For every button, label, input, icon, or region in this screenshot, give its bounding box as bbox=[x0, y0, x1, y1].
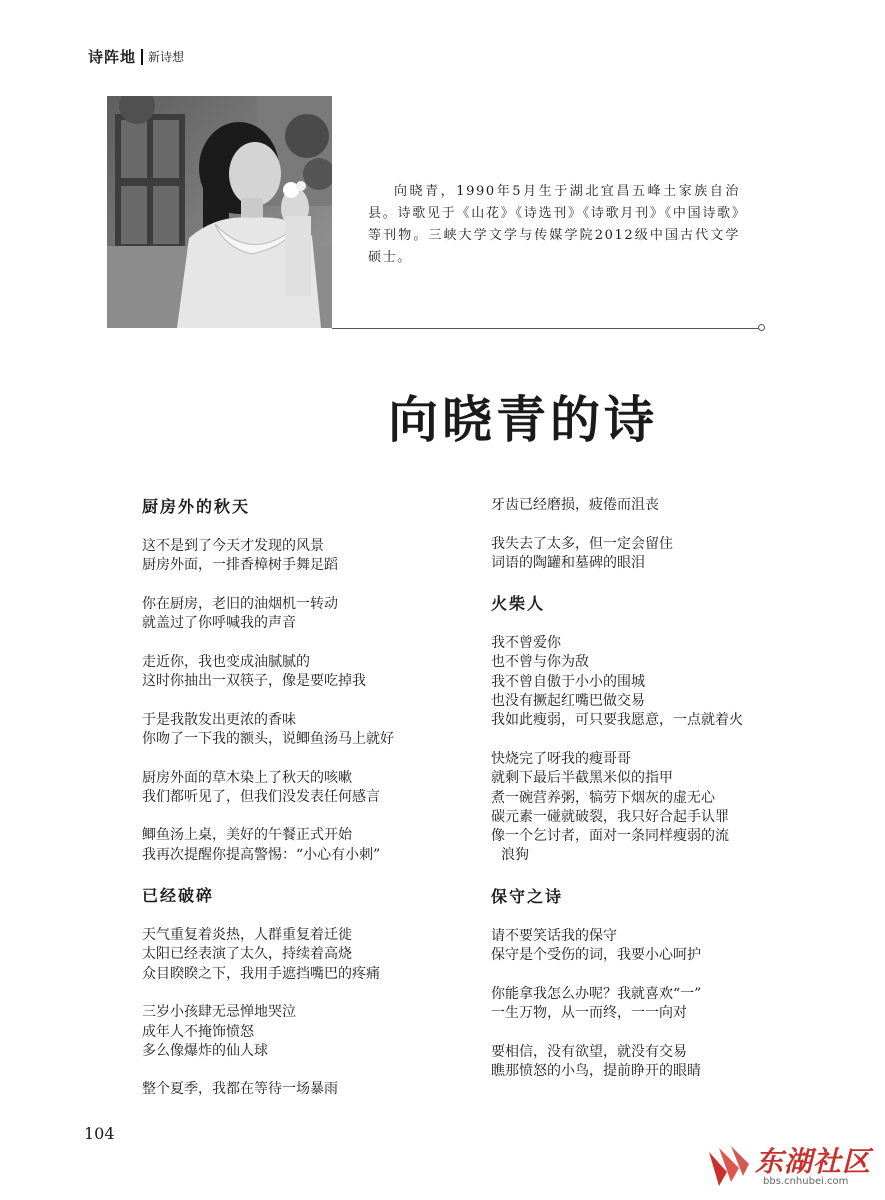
poem-line: 我如此瘦弱，可只要我愿意，一点就着火 bbox=[491, 712, 743, 729]
poem-title: 已经破碎 bbox=[142, 886, 215, 906]
watermark-name: 东湖社区 bbox=[755, 1145, 872, 1178]
poem-line: 这时你抽出一双筷子，像是要吃掉我 bbox=[142, 673, 366, 690]
author-bio: 向晓青，1990年5月生于湖北宜昌五峰土家族自治县。诗歌见于《山花》《诗选刊》《诗歌月刊》《中国诗歌》等刊物。三峡大学文学与传媒学院2012级中国古代文学硕士。 bbox=[368, 184, 740, 265]
portrait-image bbox=[107, 96, 332, 328]
poem-line: 我再次提醒你提高警惕：“小心有小刺” bbox=[142, 846, 381, 863]
right-column bbox=[491, 496, 821, 1081]
poem-line: 厨房外面，一排香樟树手舞足蹈 bbox=[142, 557, 338, 574]
divider-dot-icon bbox=[758, 324, 765, 331]
poem-line: 我不曾自傲于小小的围城 bbox=[491, 673, 645, 690]
author-photo bbox=[107, 96, 332, 328]
page-title: 向晓青的诗 bbox=[388, 391, 658, 449]
header-divider bbox=[141, 49, 143, 65]
poem-line: 也不曾与你为敌 bbox=[491, 654, 589, 671]
poem-line: 天气重复着炎热，人群重复着迁徙 bbox=[142, 927, 352, 944]
poem-line: 我不曾爱你 bbox=[491, 635, 561, 652]
poem-title: 保守之诗 bbox=[491, 886, 564, 906]
poem-line: 词语的陶罐和墓碑的眼泪 bbox=[491, 554, 645, 571]
poem-line: 要相信，没有欲望，就没有交易 bbox=[491, 1043, 687, 1060]
poem-line: 多么像爆炸的仙人球 bbox=[142, 1042, 268, 1059]
watermark-url: bbs.cnhubei.com bbox=[763, 1176, 849, 1187]
poem-line: 保守是个受伤的词，我要小心呵护 bbox=[491, 947, 701, 964]
poem-line: 我失去了太多，但一定会留住 bbox=[491, 535, 673, 552]
poem-line: 瞧那愤怒的小鸟，提前睁开的眼睛 bbox=[491, 1062, 701, 1079]
divider-line bbox=[332, 328, 759, 329]
poem-line: 厨房外面的草木染上了秋天的咳嗽 bbox=[142, 769, 352, 786]
poem-line: 请不要笑话我的保守 bbox=[491, 927, 617, 944]
poem-line: 成年人不掩饰愤怒 bbox=[142, 1023, 254, 1040]
poem-line: 像一个乞讨者，面对一条同样瘦弱的流 bbox=[491, 828, 729, 845]
poem-line: 于是我散发出更浓的香味 bbox=[142, 711, 296, 728]
poem-line: 碳元素一碰就破裂，我只好合起手认罪 bbox=[491, 808, 729, 825]
poem-line: 你在厨房，老旧的油烟机一转动 bbox=[142, 595, 338, 612]
poem-line: 你能拿我怎么办呢？我就喜欢“一” bbox=[491, 985, 702, 1002]
poem-line: 浪狗 bbox=[501, 847, 529, 864]
page-number: 104 bbox=[84, 1124, 115, 1143]
poem-line: 也没有撅起红嘴巴做交易 bbox=[491, 693, 645, 710]
poem-line: 众目睽睽之下，我用手遮挡嘴巴的疼痛 bbox=[142, 965, 380, 982]
poem-line: 太阳已经表演了太久，持续着高烧 bbox=[142, 946, 352, 963]
watermark-logo-icon bbox=[705, 1142, 751, 1188]
poem-title: 火柴人 bbox=[491, 594, 546, 614]
poem-line: 煮一碗营养粥，犒劳下烟灰的虚无心 bbox=[491, 789, 715, 806]
poem-line: 鲫鱼汤上桌，美好的午餐正式开始 bbox=[142, 827, 352, 844]
poem-line: 牙齿已经磨损，疲倦而沮丧 bbox=[491, 497, 659, 513]
poem-line: 这不是到了今天才发现的风景 bbox=[142, 538, 324, 554]
poem-line: 就剩下最后半截黑米似的指甲 bbox=[491, 770, 673, 787]
poem-line: 快烧完了呀我的瘦哥哥 bbox=[491, 750, 631, 767]
left-column bbox=[142, 496, 462, 1100]
section-name: 诗阵地 bbox=[88, 48, 137, 66]
poem-title: 厨房外的秋天 bbox=[142, 497, 251, 516]
section-header bbox=[88, 46, 184, 67]
poem-line: 你吻了一下我的额头，说鲫鱼汤马上就好 bbox=[142, 730, 394, 747]
poem-line: 我们都听见了，但我们没发表任何感言 bbox=[142, 788, 380, 805]
poem-line: 走近你，我也变成油腻腻的 bbox=[142, 653, 310, 670]
poem-line: 一生万物，从一而终，一一向对 bbox=[491, 1004, 687, 1021]
poem-line: 整个夏季，我都在等待一场暴雨 bbox=[142, 1081, 338, 1098]
poem-line: 就盖过了你呼喊我的声音 bbox=[142, 615, 296, 632]
site-watermark bbox=[703, 1138, 879, 1192]
poem-line: 三岁小孩肆无忌惮地哭泣 bbox=[142, 1004, 296, 1021]
subsection-name: 新诗想 bbox=[148, 50, 185, 64]
